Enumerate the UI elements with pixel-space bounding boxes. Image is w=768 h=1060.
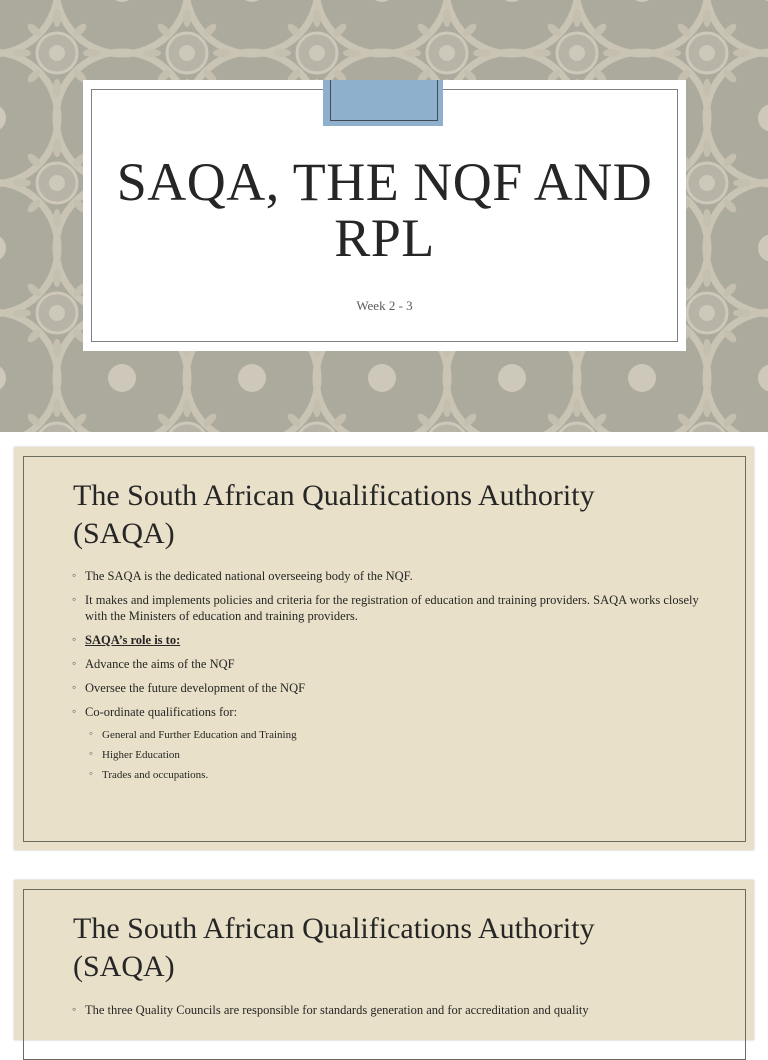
- list-item: ◦ It makes and implements policies and criteria for the registration of education and training providers. SAQA works closely with the Ministers of education and training providers.: [72, 592, 712, 624]
- list-item: ◦ Oversee the future development of the NQF: [72, 680, 712, 696]
- slide-title: The South African Qualifications Authority (SAQA): [73, 912, 595, 983]
- content-slide-2: [14, 880, 754, 1040]
- sub-list-item: ◦ General and Further Education and Training: [89, 728, 712, 742]
- title-card: [83, 80, 686, 351]
- title-tab-decoration: [323, 80, 443, 126]
- list-item: ◦ The SAQA is the dedicated national overseeing body of the NQF.: [72, 568, 712, 584]
- list-item: ◦ SAQA’s role is to:: [72, 632, 712, 648]
- slide-title: The South African Qualifications Authority (SAQA): [73, 479, 595, 550]
- presentation-subtitle: Week 2 - 3: [356, 298, 413, 313]
- sub-list-item: ◦ Trades and occupations.: [89, 768, 712, 782]
- list-item: ◦ Advance the aims of the NQF: [72, 656, 712, 672]
- presentation-title: SAQA, THE NQF AND RPL: [116, 152, 653, 268]
- bullet-list: [72, 1002, 712, 1026]
- content-slide-1: [14, 447, 754, 850]
- sub-list-item: ◦ Higher Education: [89, 748, 712, 762]
- bullet-list: [72, 568, 712, 788]
- list-item: ◦ Co-ordinate qualifications for:: [72, 704, 712, 720]
- title-slide: [0, 0, 768, 432]
- list-item: ◦ The three Quality Councils are responsible for standards generation and for accreditation and quality: [72, 1002, 712, 1018]
